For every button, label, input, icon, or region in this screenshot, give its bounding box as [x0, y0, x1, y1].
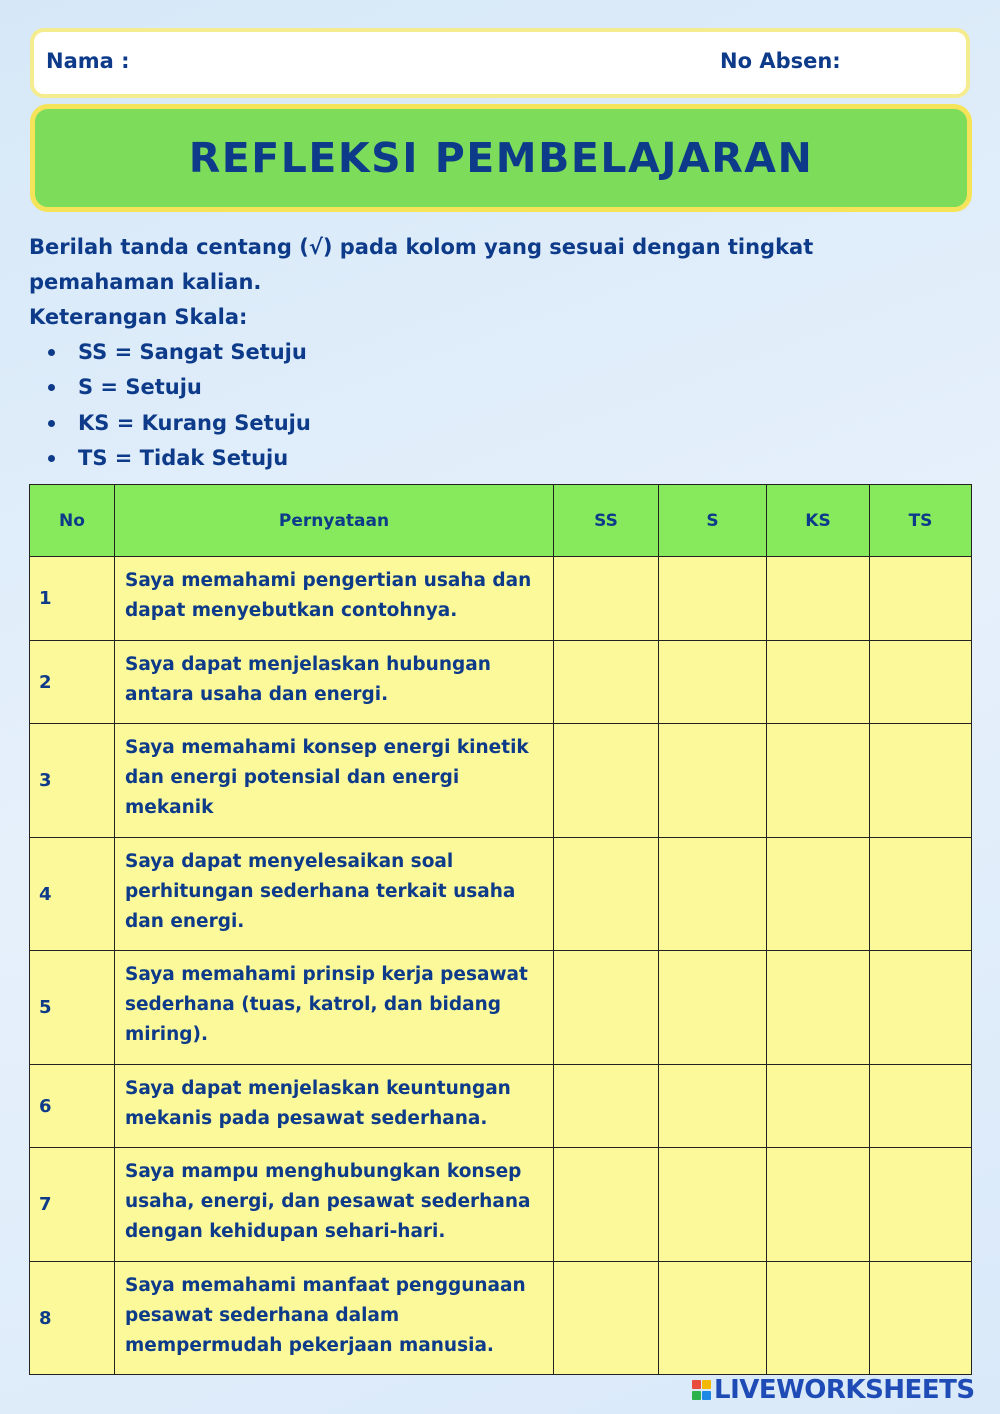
table-row [30, 557, 972, 641]
column-header-ts: TS [870, 485, 972, 557]
row-statement: Saya memahami pengertian usaha dan dapat menyebutkan contohnya. [115, 557, 554, 641]
table-row [30, 838, 972, 951]
row-number: 8 [30, 1262, 115, 1375]
bullet-icon [48, 420, 55, 427]
scale-item: KS = Kurang Setuju [29, 406, 311, 441]
checkbox-ks[interactable] [767, 724, 870, 838]
checkbox-s[interactable] [659, 724, 767, 838]
bullet-icon [48, 384, 55, 391]
checkbox-ks[interactable] [767, 1065, 870, 1148]
checkbox-s[interactable] [659, 557, 767, 641]
checkbox-ss[interactable] [554, 1065, 659, 1148]
checkbox-ks[interactable] [767, 838, 870, 951]
column-header-no: No [30, 485, 115, 557]
checkbox-ss[interactable] [554, 557, 659, 641]
checkbox-ss[interactable] [554, 838, 659, 951]
column-header-ss: SS [554, 485, 659, 557]
row-statement: Saya dapat menyelesaikan soal perhitungan sederhana terkait usaha dan energi. [115, 838, 554, 951]
table-row [30, 1148, 972, 1262]
table-header-row [30, 485, 972, 557]
row-statement: Saya dapat menjelaskan keuntungan mekanis pada pesawat sederhana. [115, 1065, 554, 1148]
column-header-s: S [659, 485, 767, 557]
row-statement: Saya memahami konsep energi kinetik dan energi potensial dan energi mekanik [115, 724, 554, 838]
checkbox-ts[interactable] [870, 951, 972, 1065]
checkbox-ss[interactable] [554, 641, 659, 724]
title-banner [30, 104, 972, 212]
row-statement: Saya mampu menghubungkan konsep usaha, energi, dan pesawat sederhana dengan kehidupan sehari-hari. [115, 1148, 554, 1262]
liveworksheets-watermark [692, 1374, 975, 1406]
checkbox-s[interactable] [659, 1262, 767, 1375]
page-title: REFLEKSI PEMBELAJARAN [188, 134, 814, 182]
reflection-table [29, 484, 972, 1375]
checkbox-ts[interactable] [870, 1262, 972, 1375]
scale-list [29, 335, 311, 476]
table-row [30, 1262, 972, 1375]
checkbox-ss[interactable] [554, 1148, 659, 1262]
bullet-icon [48, 349, 55, 356]
bullet-icon [48, 455, 55, 462]
scale-item: SS = Sangat Setuju [29, 335, 311, 370]
row-number: 1 [30, 557, 115, 641]
liveworksheets-logo-icon [692, 1379, 712, 1401]
checkbox-ts[interactable] [870, 557, 972, 641]
checkbox-ss[interactable] [554, 724, 659, 838]
checkbox-s[interactable] [659, 838, 767, 951]
absen-number-label: No Absen: [720, 49, 841, 73]
checkbox-ks[interactable] [767, 641, 870, 724]
row-number: 6 [30, 1065, 115, 1148]
checkbox-ks[interactable] [767, 557, 870, 641]
checkbox-ts[interactable] [870, 1065, 972, 1148]
checkbox-s[interactable] [659, 1065, 767, 1148]
row-statement: Saya memahami manfaat penggunaan pesawat sederhana dalam mempermudah pekerjaan manusia. [115, 1262, 554, 1375]
checkbox-ts[interactable] [870, 1148, 972, 1262]
checkbox-s[interactable] [659, 1148, 767, 1262]
checkbox-s[interactable] [659, 641, 767, 724]
checkbox-ss[interactable] [554, 1262, 659, 1375]
table-row [30, 951, 972, 1065]
column-header-statement: Pernyataan [115, 485, 554, 557]
student-info-box [30, 28, 970, 98]
scale-label: Keterangan Skala: [29, 305, 248, 329]
table-row [30, 641, 972, 724]
checkbox-ks[interactable] [767, 1148, 870, 1262]
row-statement: Saya memahami prinsip kerja pesawat sederhana (tuas, katrol, dan bidang miring). [115, 951, 554, 1065]
column-header-ks: KS [767, 485, 870, 557]
row-number: 7 [30, 1148, 115, 1262]
row-number: 4 [30, 838, 115, 951]
checkbox-ks[interactable] [767, 951, 870, 1065]
checkbox-ts[interactable] [870, 641, 972, 724]
checkbox-ss[interactable] [554, 951, 659, 1065]
row-number: 3 [30, 724, 115, 838]
row-number: 2 [30, 641, 115, 724]
scale-item: TS = Tidak Setuju [29, 441, 311, 476]
checkbox-ts[interactable] [870, 724, 972, 838]
checkbox-ts[interactable] [870, 838, 972, 951]
table-row [30, 724, 972, 838]
instruction-text: Berilah tanda centang (√) pada kolom yang sesuai dengan tingkat pemahaman kalian. [29, 235, 814, 294]
name-label: Nama : [46, 49, 130, 73]
row-number: 5 [30, 951, 115, 1065]
row-statement: Saya dapat menjelaskan hubungan antara usaha dan energi. [115, 641, 554, 724]
table-row [30, 1065, 972, 1148]
watermark-text: LIVEWORKSHEETS [714, 1375, 975, 1405]
checkbox-ks[interactable] [767, 1262, 870, 1375]
scale-item: S = Setuju [29, 370, 311, 405]
checkbox-s[interactable] [659, 951, 767, 1065]
